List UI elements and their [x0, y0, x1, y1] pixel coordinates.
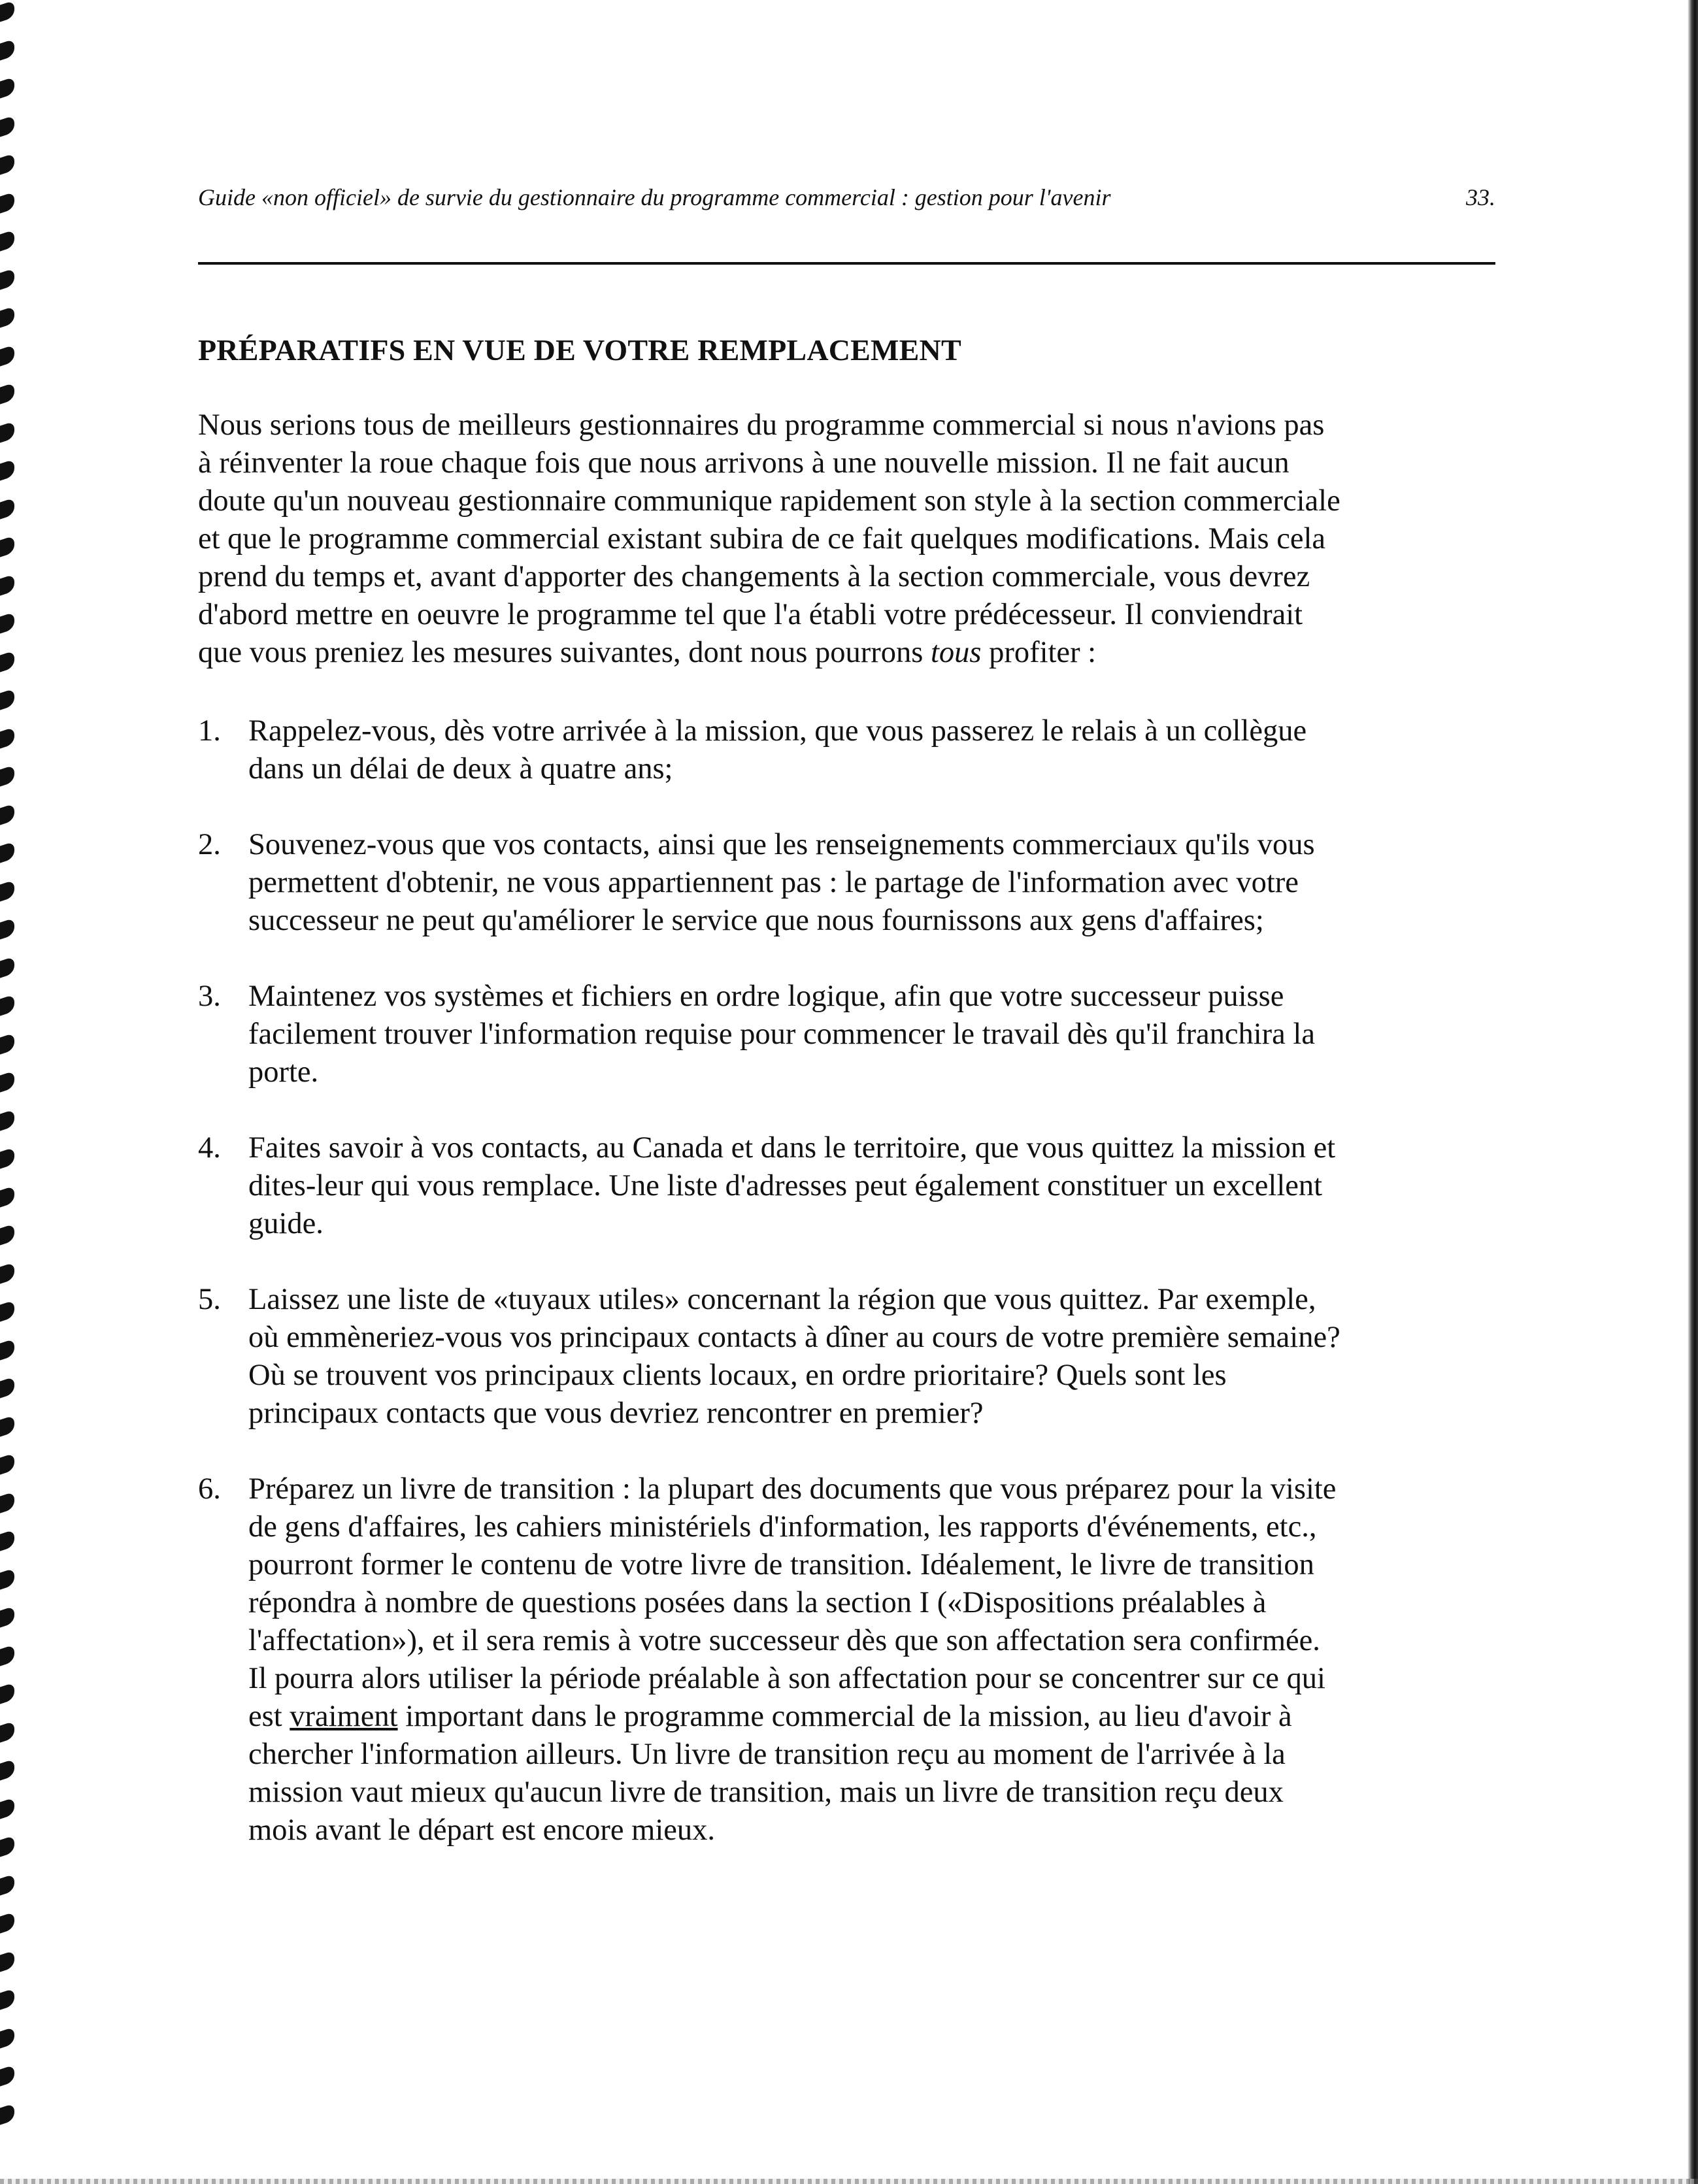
item-line: facilement trouver l'information requise pour commencer le travail dès qu'il franchira la — [248, 1018, 1315, 1051]
item-number: 6. — [198, 1472, 221, 1506]
binding-ring — [0, 0, 14, 22]
item-line: de gens d'affaires, les cahiers ministériels d'information, les rapports d'événements, etc., — [248, 1510, 1317, 1544]
binding-ring — [0, 497, 14, 519]
binding-ring — [0, 191, 14, 213]
intro-line: doute qu'un nouveau gestionnaire communique rapidement son style à la section commerciale — [198, 484, 1340, 518]
binding-ring — [0, 994, 14, 1016]
binding-ring — [0, 1950, 14, 1972]
binding-ring — [0, 2103, 14, 2125]
binding-ring — [0, 1911, 14, 1933]
item-line: permettent d'obtenir, ne vous appartiennent pas : le partage de l'information avec votre — [248, 866, 1299, 899]
item-number: 1. — [198, 714, 221, 748]
item-number: 5. — [198, 1283, 221, 1316]
page-number: 33. — [1466, 184, 1495, 210]
binding-ring — [0, 1988, 14, 2010]
binding-ring — [0, 1644, 14, 1666]
item-line: successeur ne peut qu'améliorer le service que nous fournissons aux gens d'affaires; — [248, 904, 1264, 937]
header-rule — [198, 262, 1495, 265]
item-line: principaux contacts que vous devriez rencontrer en premier? — [248, 1397, 984, 1430]
section-title: PRÉPARATIFS EN VUE DE VOTRE REMPLACEMENT — [198, 333, 961, 367]
intro-line: prend du temps et, avant d'apporter des changements à la section commerciale, vous devrez — [198, 560, 1310, 593]
item-line: Rappelez-vous, dès votre arrivée à la mission, que vous passerez le relais à un collègue — [248, 714, 1307, 748]
list-item — [198, 712, 1518, 788]
binding-ring — [0, 421, 14, 442]
intro-line: Nous serions tous de meilleurs gestionnaires du programme commercial si nous n'avions pas — [198, 408, 1325, 442]
binding-ring — [0, 1223, 14, 1245]
item-line: dites-leur qui vous remplace. Une liste d'adresses peut également constituer un excellent — [248, 1169, 1323, 1202]
binding-ring — [0, 2027, 14, 2048]
list-item — [198, 1129, 1518, 1243]
recommendation-list — [198, 712, 1518, 1887]
item-line: Préparez un livre de transition : la plupart des documents que vous préparez pour la visite — [248, 1472, 1337, 1506]
binding-ring — [0, 1797, 14, 1819]
page-edge-shadow — [1688, 0, 1698, 2184]
binding-ring — [0, 612, 14, 633]
binding-ring — [0, 765, 14, 786]
running-title: Guide «non officiel» de survie du gestionnaire du programme commercial : gestion pour l'avenir — [198, 184, 1111, 210]
binding-ring — [0, 1109, 14, 1131]
binding-ring — [0, 1453, 14, 1474]
binding-ring — [0, 229, 14, 251]
emphasis-tous: tous — [930, 636, 982, 669]
binding-ring — [0, 1376, 14, 1398]
binding-ring — [0, 382, 14, 404]
item-line: chercher l'information ailleurs. Un livre de transition reçu au moment de l'arrivée à la — [248, 1738, 1286, 1771]
item-line: Laissez une liste de «tuyaux utiles» concernant la région que vous quittez. Par exemple, — [248, 1283, 1316, 1316]
intro-line: d'abord mettre en oeuvre le programme tel que l'a établi votre prédécesseur. Il conviendrait — [198, 598, 1303, 631]
binding-ring — [0, 1529, 14, 1551]
binding-ring — [0, 2064, 14, 2086]
binding-ring — [0, 574, 14, 595]
binding-ring — [0, 727, 14, 748]
binding-ring — [0, 1185, 14, 1207]
binding-ring — [0, 1682, 14, 1704]
item-number: 2. — [198, 828, 221, 861]
binding-ring — [0, 1606, 14, 1627]
item-line: répondra à nombre de questions posées dans la section I («Dispositions préalables à — [248, 1586, 1267, 1619]
binding-ring — [0, 1835, 14, 1857]
binding-ring — [0, 1759, 14, 1780]
binding-ring — [0, 268, 14, 290]
item-line: porte. — [248, 1055, 319, 1089]
binding-ring — [0, 956, 14, 978]
binding-ring — [0, 1300, 14, 1321]
item-line: Où se trouvent vos principaux clients locaux, en ordre prioritaire? Quels sont les — [248, 1359, 1227, 1392]
item-line: mois avant le départ est encore mieux. — [248, 1813, 716, 1847]
binding-ring — [0, 1262, 14, 1283]
binding-ring — [0, 1415, 14, 1436]
intro-line: à réinventer la roue chaque fois que nous arrivons à une nouvelle mission. Il ne fait aucun — [198, 446, 1290, 480]
binding-ring — [0, 918, 14, 939]
binding-ring — [0, 153, 14, 174]
intro-paragraph — [198, 406, 1499, 672]
item-line: Faites savoir à vos contacts, au Canada et dans le territoire, que vous quittez la mission et — [248, 1131, 1336, 1165]
item-number: 3. — [198, 980, 221, 1013]
binding-ring — [0, 688, 14, 710]
binding-ring — [0, 306, 14, 327]
list-item — [198, 978, 1518, 1091]
binding-ring — [0, 880, 14, 901]
item-line: guide. — [248, 1207, 324, 1240]
binding-ring — [0, 76, 14, 98]
list-item — [198, 1281, 1518, 1432]
item-line: mission vaut mieux qu'aucun livre de transition, mais un livre de transition reçu deux — [248, 1776, 1284, 1809]
binding-ring — [0, 115, 14, 137]
spiral-binding — [0, 0, 22, 2184]
bottom-scan-edge — [0, 2179, 1698, 2184]
list-item — [198, 826, 1518, 940]
binding-ring — [0, 535, 14, 557]
item-line: dans un délai de deux à quatre ans; — [248, 752, 673, 786]
binding-ring — [0, 1147, 14, 1168]
binding-ring — [0, 459, 14, 480]
list-item — [198, 1470, 1518, 1849]
item-line: Maintenez vos systèmes et fichiers en ordre logique, afin que votre successeur puisse — [248, 980, 1284, 1013]
binding-ring — [0, 1568, 14, 1589]
binding-ring — [0, 841, 14, 863]
binding-ring — [0, 1070, 14, 1092]
binding-ring — [0, 1338, 14, 1360]
item-line: Souvenez-vous que vos contacts, ainsi que les renseignements commerciaux qu'ils vous — [248, 828, 1315, 861]
item-line: pourront former le contenu de votre livre de transition. Idéalement, le livre de transition — [248, 1548, 1314, 1581]
binding-ring — [0, 650, 14, 672]
binding-ring — [0, 344, 14, 366]
item-line: l'affectation»), et il sera remis à votre successeur dès que son affectation sera confirmée. — [248, 1624, 1320, 1657]
binding-ring — [0, 39, 14, 60]
item-line: où emmèneriez-vous vos principaux contacts à dîner au cours de votre première semaine? — [248, 1321, 1340, 1354]
running-header — [198, 183, 1495, 212]
binding-ring — [0, 1874, 14, 1895]
binding-ring — [0, 803, 14, 825]
intro-line: que vous preniez les mesures suivantes, dont nous pourrons tous profiter : — [198, 636, 1097, 669]
intro-line: et que le programme commercial existant subira de ce fait quelques modifications. Mais cela — [198, 522, 1326, 555]
item-line: est vraiment important dans le programme commercial de la mission, au lieu d'avoir à — [248, 1700, 1292, 1733]
binding-ring — [0, 1033, 14, 1054]
binding-ring — [0, 1721, 14, 1742]
item-number: 4. — [198, 1131, 221, 1165]
binding-ring — [0, 1491, 14, 1513]
item-line: Il pourra alors utiliser la période préalable à son affectation pour se concentrer sur ce qui — [248, 1662, 1325, 1695]
underlined-vraiment: vraiment — [290, 1700, 398, 1733]
